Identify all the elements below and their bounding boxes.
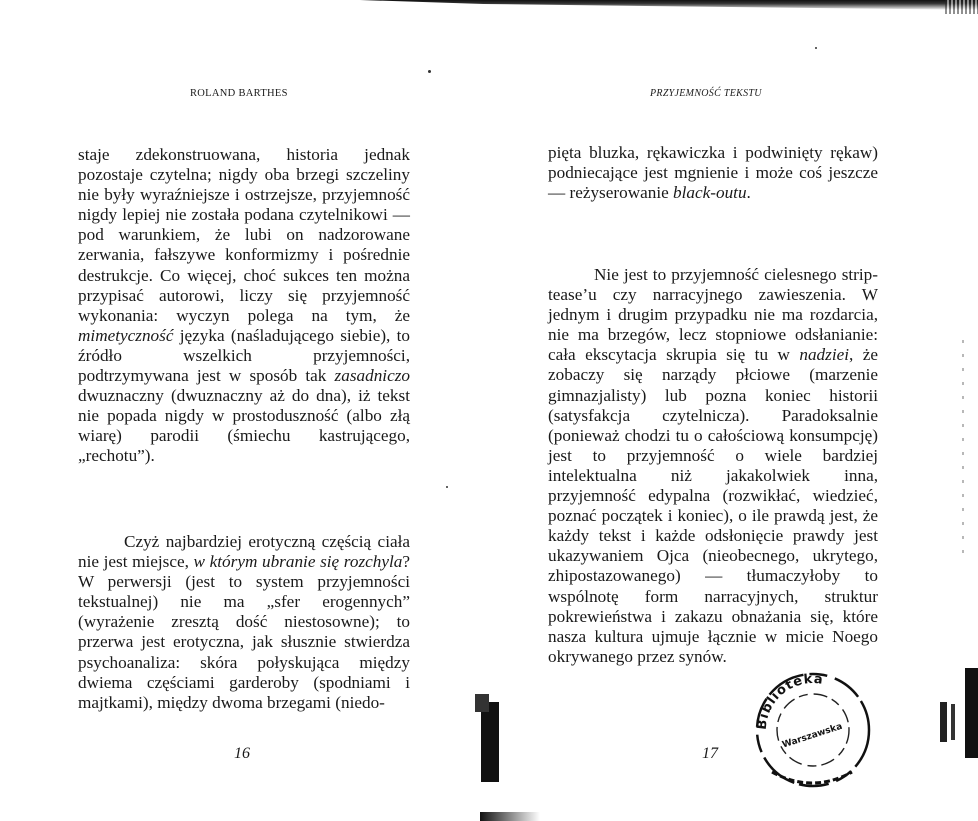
text-run: , że zobaczy się narządy płciowe (marzenie gimnazjalisty) lub pozna koniec historii (satysfakcja czytelnicza). Paradoksalnie (ponieważ chodzi tu o całościową konsumpcję) jest to przyjemność o wiele bardziej intelektualna niż jakakolwiek inna, przyjemność edypalna (rozwikłać, wiedzieć, poznać początek i koniec), o ile prawdą jest, że każdy tekst i każde odsłonięcie prawdy jest ukazywaniem Ojca (nieobecnego, ukrytego, zhipostazowanego) — tłumaczyłoby to wspólnotę form narracyjnych, struktur pokrewieństwa i zakazu obnażania się, które nasza kultura ujmuje łącznie w micie Noego okrywanego przez synów. [548, 345, 878, 666]
italic-text-run: w którym ubranie się rozchyla [193, 552, 403, 572]
stamp-center-text: Warszawska [781, 721, 844, 751]
left-paragraph-2 [78, 532, 410, 713]
text-run: ? W perwersji (jest to system przyjemności tekstualnej) nie ma „sfer erogennych” (wyrażenie zresztą dość niestosowne); to przerwa jest erotyczna, jak słusznie stwierdza psychoanaliza: skóra połyskująca między dwiema częściami garderoby (spodniami i majtkami), między dwoma brzegami (niedo- [78, 552, 410, 712]
text-run: . [746, 183, 751, 203]
scan-edge-bar [951, 704, 955, 740]
right-paragraph-2 [548, 265, 878, 667]
library-stamp [752, 660, 874, 800]
left-paragraph-1 [78, 145, 410, 467]
text-run: dwuznaczny (dwuznaczny aż do dna), iż tekst nie popada nigdy w prostoduszność (albo złą wiarę) parodii (śmiechu kastrującego, „rechotu”). [78, 386, 410, 466]
speck [446, 486, 448, 488]
gutter-shadow [481, 702, 499, 782]
speck [428, 70, 431, 73]
italic-text-run: mimetyczność [78, 325, 174, 345]
stamp-ring-text: Biblioteka [754, 671, 825, 731]
right-page-number: 17 [702, 745, 718, 762]
right-paragraph-1 [548, 143, 878, 203]
text-run: Nie jest to przyjemność cielesnego strip-tease’u czy narracyjnego zawieszenia. W jednym i drugim przypadku nie ma rozdarcia, nie ma brzegów, lecz stopniowe odsłanianie: cała ekscytacja skrupia się tu w [548, 265, 878, 365]
text-run: Czyż najbardziej erotyczną częścią ciała nie jest miejsce, [78, 532, 410, 572]
text-run: pięta bluzka, rękawiczka i podwinięty rękaw) podniecające jest mgnienie i może coś jeszcze — reżyserowanie [548, 143, 878, 203]
text-run: staje zdekonstruowana, historia jednak pozostaje czytelna; nigdy oba brzegi szczeliny nie były wyraźniejsze i ostrzejsze, przyjemność nigdy lepiej nie została podana czytelnikowi — pod warunkiem, że lubi on nadzorowane zerwania, fałszywe konformizmy i pośrednie destrukcje. Co więcej, choć sukces ten można przypisać autorowi, liczy się przyjemność wykonania: wyczyn polega na tym, że [78, 145, 410, 325]
scan-shadow-bottom [480, 812, 540, 821]
scan-shadow-top [360, 0, 978, 10]
italic-text-run: black-outu [673, 183, 747, 203]
scan-edge-noise [962, 340, 964, 560]
scan-noise-top [945, 0, 978, 14]
text-run: języka (naśladującego siebie), to źródło wszelkich przyjemności, podtrzymywana jest w sposób tak [78, 325, 410, 386]
speck [815, 47, 817, 49]
italic-text-run: zasadniczo [334, 366, 410, 386]
right-running-head: PRZYJEMNOŚĆ TEKSTU [650, 88, 762, 99]
left-page-number: 16 [234, 745, 250, 762]
italic-text-run: nadziei [799, 345, 849, 365]
scan-edge-bar [965, 668, 978, 758]
left-running-head: ROLAND BARTHES [190, 88, 288, 99]
scan-edge-bar [940, 702, 947, 742]
svg-text:Biblioteka [755, 672, 825, 731]
